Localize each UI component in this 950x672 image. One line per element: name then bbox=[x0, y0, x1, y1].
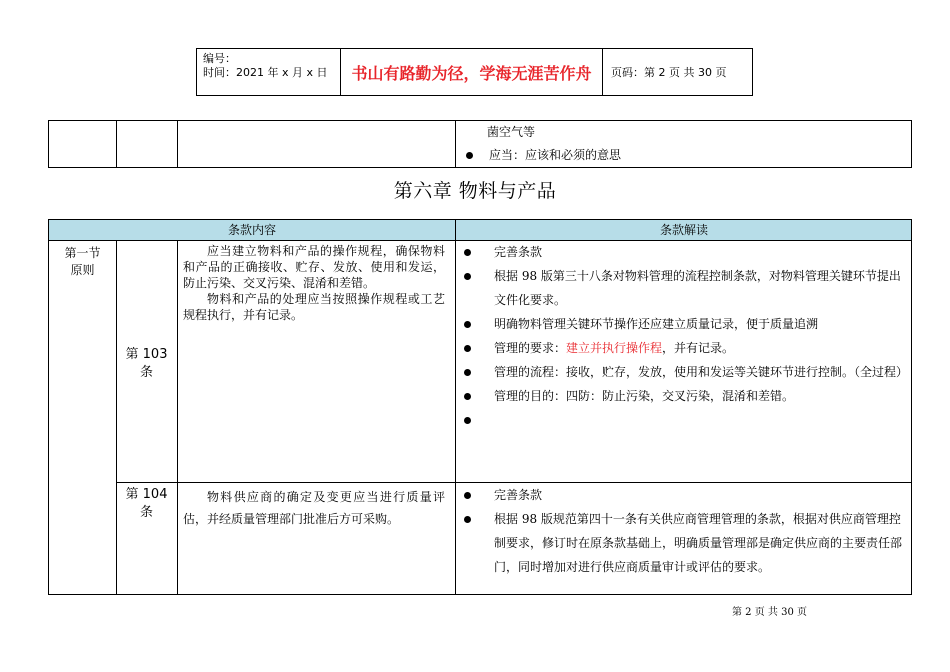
chapter-title: 第六章 物料与产品 bbox=[393, 180, 557, 202]
point-text: ，并有记录。 bbox=[662, 341, 735, 355]
col-divider bbox=[177, 241, 178, 594]
header-clause-interpretation: 条款解读 bbox=[455, 220, 912, 240]
col-divider bbox=[116, 241, 117, 594]
point-highlight: 建立并执行操作程 bbox=[566, 341, 663, 355]
interpretation-point bbox=[463, 384, 903, 408]
article-label-line: 第 104 bbox=[125, 487, 168, 502]
clause-text-103 bbox=[183, 243, 445, 323]
clause-paragraph: 物料和产品的处理应当按照操作规程或工艺规程执行，并有记录。 bbox=[183, 292, 445, 322]
bullet-icon bbox=[464, 492, 471, 499]
point-text: 根据 98 版规范第四十一条有关供应商管理管理的条款，根据对供应商管理控制要求，修订时在原条款基础上，明确质量管理部是确定供应商的主要责任部门，同时增加对进行供应商质量审计或评估的要求。 bbox=[494, 512, 903, 574]
bullet-icon bbox=[464, 417, 471, 424]
point-text: 完善条款 bbox=[494, 488, 543, 502]
article-label-line: 第 103 bbox=[125, 347, 168, 362]
bullet-icon bbox=[464, 393, 471, 400]
interpretation-103 bbox=[463, 240, 909, 432]
continued-table bbox=[48, 120, 912, 168]
point-text: 完善条款 bbox=[494, 245, 543, 259]
section-label-line: 原则 bbox=[70, 263, 95, 277]
clause-paragraph: 应当建立物料和产品的操作规程，确保物料和产品的正确接收、贮存、发放、使用和发运，防止污染、交叉污染、混淆和差错。 bbox=[183, 244, 445, 290]
col-divider bbox=[177, 121, 178, 167]
header-page-label: 页码：第 2 页 共 30 页 bbox=[611, 66, 727, 79]
section-label bbox=[49, 245, 116, 279]
bullet-icon bbox=[464, 249, 471, 256]
section-label-line: 第一节 bbox=[64, 246, 101, 260]
article-label-line: 条 bbox=[139, 365, 153, 380]
interpretation-point bbox=[463, 264, 903, 312]
clause-text-104 bbox=[183, 486, 445, 530]
interpretation-point bbox=[463, 240, 903, 264]
point-text: 明确物料管理关键环节操作还应建立质量记录，便于质量追溯 bbox=[494, 317, 819, 331]
document-header bbox=[196, 48, 753, 96]
interpretation-point bbox=[463, 360, 909, 384]
clause-paragraph: 物料供应商的确定及变更应当进行质量评估，并经质量管理部门批准后方可采购。 bbox=[183, 490, 445, 526]
article-label-103 bbox=[116, 346, 177, 382]
point-text: 管理的目的：四防：防止污染，交叉污染，混淆和差错。 bbox=[494, 389, 795, 403]
bullet-icon bbox=[464, 516, 471, 523]
header-motto: 书山有路勤为径，学海无涯苦作舟 bbox=[341, 49, 603, 95]
interpretation-point bbox=[463, 507, 903, 579]
clause-table bbox=[48, 219, 912, 595]
col-divider bbox=[116, 121, 117, 167]
col-divider bbox=[455, 121, 456, 167]
header-clause-content: 条款内容 bbox=[227, 223, 276, 237]
header-meta bbox=[197, 49, 341, 95]
bullet-icon bbox=[464, 345, 471, 352]
continued-bullet-text: 应当：应该和必须的意思 bbox=[489, 148, 622, 162]
interpretation-point bbox=[463, 483, 903, 507]
col-divider bbox=[455, 241, 456, 594]
point-text: 管理的流程：接收，贮存，发放，使用和发运等关键环节进行控制。（全过程） bbox=[494, 365, 909, 379]
interpretation-point bbox=[463, 336, 903, 360]
interpretation-104 bbox=[463, 483, 903, 579]
number-label: 编号： bbox=[203, 52, 236, 65]
time-label: 时间：2021 年 x 月 x 日 bbox=[203, 66, 328, 79]
continued-text-line: 菌空气等 bbox=[487, 125, 536, 139]
bullet-icon bbox=[464, 273, 471, 280]
table-header-row bbox=[49, 220, 911, 241]
point-text: 管理的要求： bbox=[494, 341, 567, 355]
continued-bullet-item bbox=[466, 146, 621, 163]
article-label-line: 条 bbox=[139, 505, 153, 520]
bullet-icon bbox=[466, 152, 473, 159]
interpretation-point-empty bbox=[463, 408, 903, 432]
point-text: 根据 98 版第三十八条对物料管理的流程控制条款，对物料管理关键环节提出文件化要求。 bbox=[494, 269, 901, 307]
bullet-icon bbox=[464, 369, 471, 376]
interpretation-point bbox=[463, 312, 903, 336]
article-label-104 bbox=[116, 486, 177, 522]
bullet-icon bbox=[464, 321, 471, 328]
page-footer: 第 2 页 共 30 页 bbox=[732, 607, 807, 618]
